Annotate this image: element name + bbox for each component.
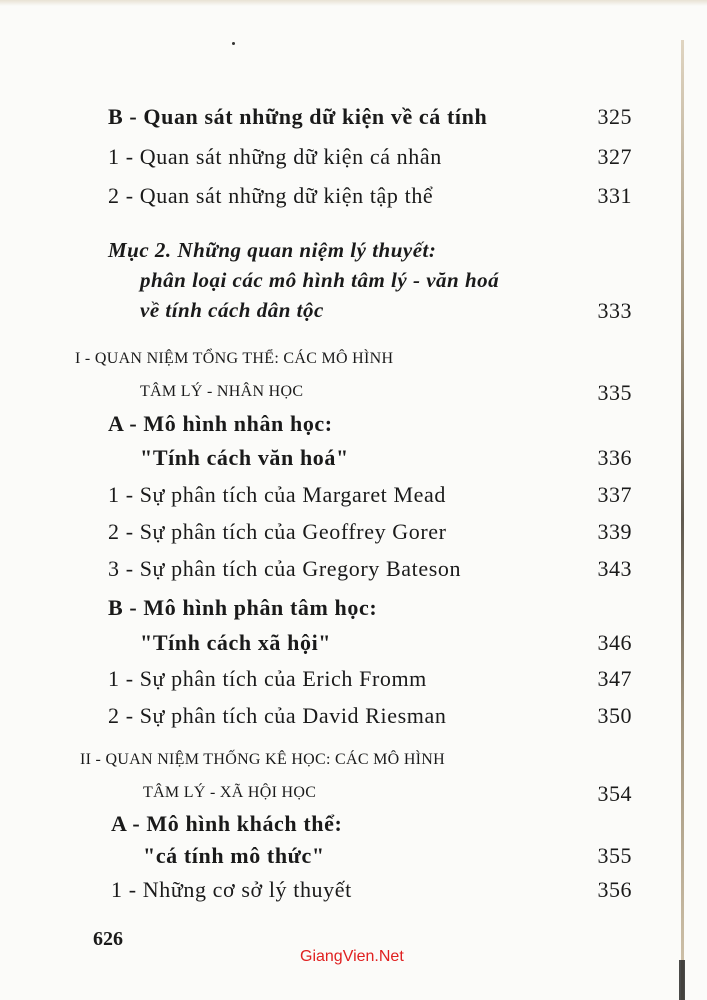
toc-entry: [0, 482, 707, 512]
toc-entry-title: A - Mô hình nhân học:: [108, 411, 333, 436]
book-spine-edge-bottom: [679, 960, 685, 1000]
toc-entry: [0, 445, 707, 475]
toc-subsection-heading: [0, 411, 707, 441]
toc-entry-title: 2 - Quan sát những dữ kiện tập thể: [108, 183, 434, 208]
toc-entry-page: 356: [597, 877, 632, 902]
toc-entry: [0, 519, 707, 549]
toc-entry-title: I - QUAN NIỆM TỔNG THỂ: CÁC MÔ HÌNH: [75, 350, 394, 367]
toc-entry-page: 325: [597, 104, 632, 129]
toc-entry-title: B - Quan sát những dữ kiện về cá tính: [108, 104, 488, 129]
toc-entry: [0, 183, 707, 213]
toc-entry-title: Mục 2. Những quan niệm lý thuyết:: [108, 238, 437, 262]
toc-entry: [0, 380, 707, 410]
toc-entry: [0, 703, 707, 733]
toc-section-heading: [0, 268, 707, 298]
page-number: 626: [93, 928, 123, 950]
toc-entry-title: II - QUAN NIỆM THỐNG KÊ HỌC: CÁC MÔ HÌNH: [80, 751, 446, 768]
toc-entry-page: 350: [597, 703, 632, 728]
toc-entry-page: 337: [597, 482, 632, 507]
toc-entry: [0, 144, 707, 174]
toc-entry-title: 1 - Quan sát những dữ kiện cá nhân: [108, 144, 442, 169]
toc-subsection-heading: [0, 811, 707, 841]
toc-entry-page: 333: [597, 298, 632, 323]
scan-speck: [232, 42, 235, 45]
toc-entry-title: 3 - Sự phân tích của Gregory Bateson: [108, 556, 462, 581]
toc-entry-title: TÂM LÝ - NHÂN HỌC: [140, 383, 304, 400]
toc-entry-page: 327: [597, 144, 632, 169]
toc-entry: [0, 556, 707, 586]
toc-entry-title: TÂM LÝ - XÃ HỘI HỌC: [143, 784, 317, 801]
toc-entry-page: 354: [597, 781, 632, 806]
toc-entry-page: 347: [597, 666, 632, 691]
toc-entry: [0, 843, 707, 873]
toc-entry: [0, 666, 707, 696]
toc-entry-page: 336: [597, 445, 632, 470]
page-top-shadow: [0, 0, 707, 6]
toc-entry-page: 339: [597, 519, 632, 544]
toc-entry: [0, 104, 707, 134]
toc-entry-page: 343: [597, 556, 632, 581]
toc-entry-page: 335: [597, 380, 632, 405]
toc-entry-title: 1 - Sự phân tích của Margaret Mead: [108, 482, 446, 507]
toc-entry-title: 1 - Sự phân tích của Erich Fromm: [108, 666, 427, 691]
toc-entry-page: 331: [597, 183, 632, 208]
toc-entry: [0, 877, 707, 907]
toc-entry-title: "Tính cách xã hội": [140, 630, 332, 655]
toc-section-heading: [0, 238, 707, 268]
toc-entry-page: 346: [597, 630, 632, 655]
toc-entry-title: về tính cách dân tộc: [140, 298, 324, 322]
toc-entry-title: B - Mô hình phân tâm học:: [108, 595, 378, 620]
watermark-link[interactable]: GiangVien.Net: [300, 948, 404, 965]
toc-entry: [0, 781, 707, 811]
toc-entry-title: 2 - Sự phân tích của David Riesman: [108, 703, 447, 728]
toc-entry: [0, 298, 707, 328]
toc-entry-title: phân loại các mô hình tâm lý - văn hoá: [140, 268, 500, 292]
toc-entry-title: 1 - Những cơ sở lý thuyết: [111, 877, 352, 902]
toc-part-heading: [0, 350, 707, 380]
toc-entry-title: "cá tính mô thức": [143, 843, 325, 868]
toc-entry-title: "Tính cách văn hoá": [140, 445, 349, 470]
toc-subsection-heading: [0, 595, 707, 625]
toc-entry-title: A - Mô hình khách thể:: [111, 811, 343, 836]
toc-part-heading: [0, 751, 707, 781]
toc-entry-page: 355: [597, 843, 632, 868]
toc-entry-title: 2 - Sự phân tích của Geoffrey Gorer: [108, 519, 447, 544]
toc-entry: [0, 630, 707, 660]
